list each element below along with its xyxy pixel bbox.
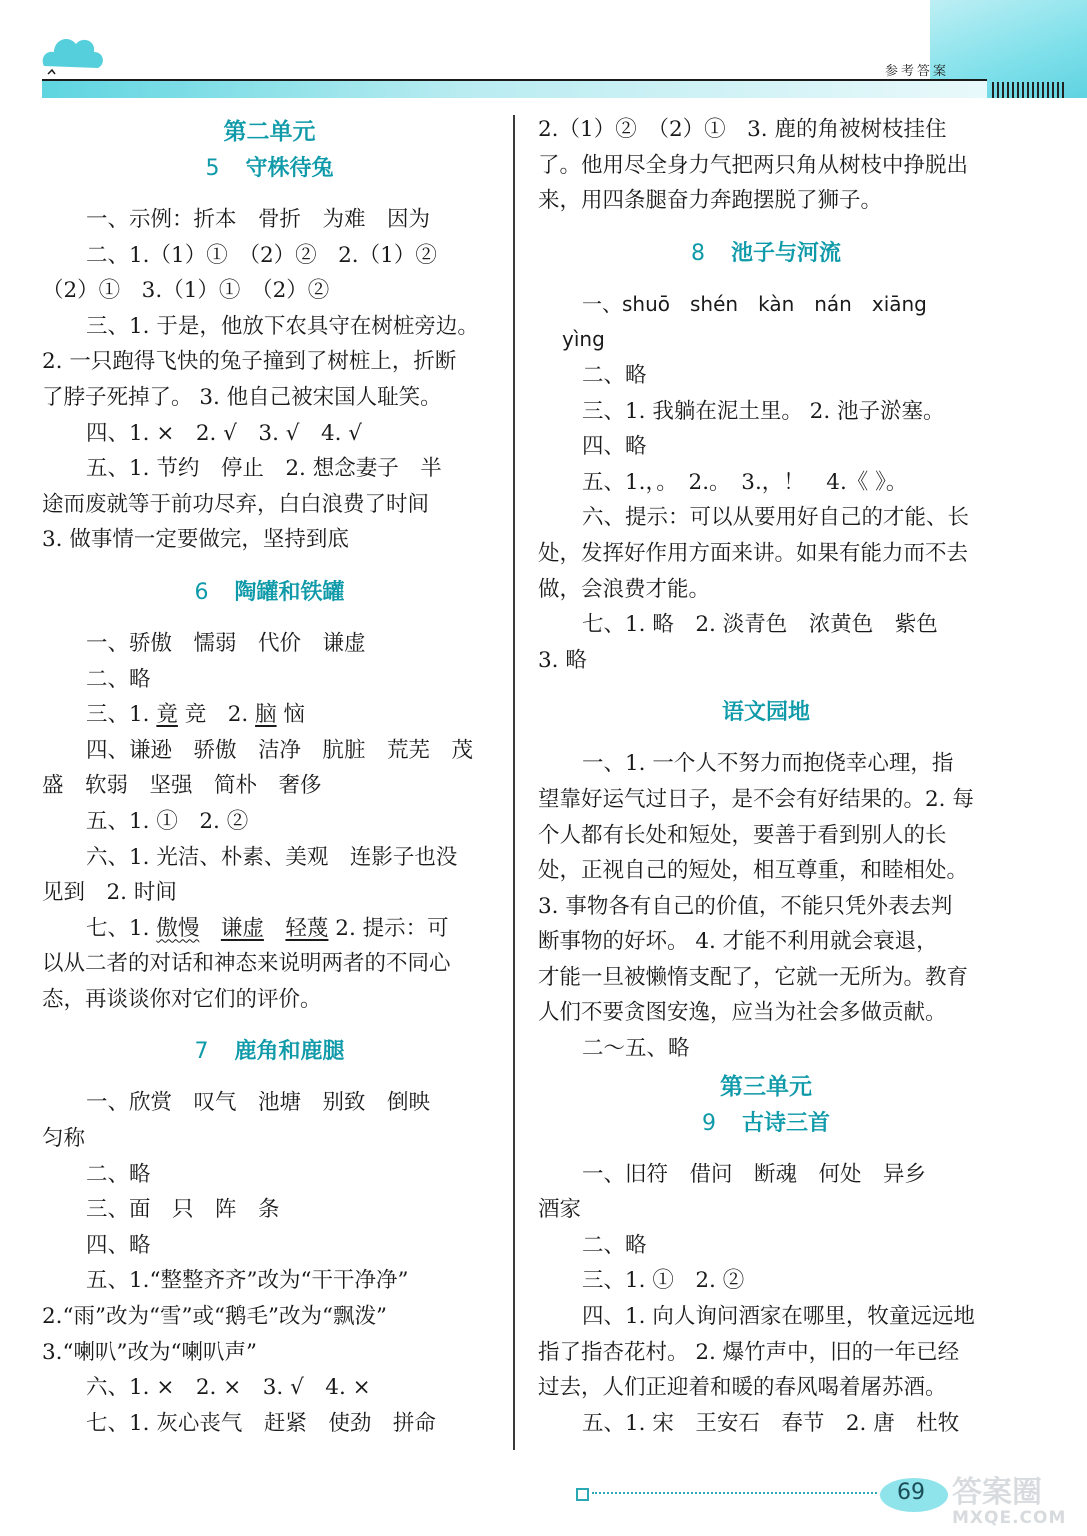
cloud-icon [38,28,108,78]
answer-line: 一、旧符 借问 断魂 何处 异乡 [582,1161,927,1187]
watermark-logo [952,1475,1072,1530]
lesson-heading [42,574,497,612]
unit-heading: 第二单元 [223,119,316,145]
answer-line: 二、1.（1）① （2）② 2.（1）② [86,242,437,268]
answer-line: 酒家 [538,1197,582,1223]
unit-heading: 第三单元 [720,1073,812,1100]
answer-line: 3. 做事情一定要做完，坚持到底 [42,527,349,553]
lesson-title: 陶罐和铁罐 [234,579,345,605]
answer-line: yìng [562,327,605,352]
header-rule [42,79,987,81]
lesson-heading [42,1033,497,1071]
answer-line: 二、略 [86,666,151,692]
lesson-number: 8 [690,240,705,266]
answer-line: 一、1. 一个人不努力而抱侥幸心理，指 [582,751,954,777]
section-heading: 语文园地 [721,700,810,726]
answer-line: 四、谦逊 骄傲 洁净 肮脏 荒芜 茂 [86,737,474,763]
lesson-number: 9 [701,1110,716,1136]
answer-line: 七、1. 灰心丧气 赶紧 使劲 拼命 [86,1410,436,1436]
answer-line: 3. 事物各有自己的价值，不能只凭外表去判 [538,893,953,919]
column-divider [513,115,515,1450]
answer-line: 盛 软弱 坚强 简朴 奢侈 [42,773,322,799]
underlined-char: 脑 [255,702,277,728]
answer-line: 四、1. 向人询问酒家在哪里，牧童远远地 [582,1304,975,1330]
lesson-number: 7 [194,1039,209,1065]
answer-line: 六、1. 光洁、朴素、美观 连影子也没 [86,844,458,870]
answer-line: 一、示例：折本 骨折 为难 因为 [86,207,431,232]
answer-line: 了。他用尽全身力气把两只角从树枝中挣脱出 [538,152,969,178]
dotted-underlined-word: 轻蔑 [285,915,329,941]
answer-line: 2.（1）② （2）① 3. 鹿的角被树枝挂住 [538,117,947,142]
page-number: 69 [897,1480,925,1505]
answer-line: 六、提示：可以从要用好自己的才能、长 [582,505,970,531]
answer-line: 四、略 [582,434,647,460]
answer-line: （2）① 3.（1）① （2）② [42,278,330,304]
watermark-top-text: 答案圈 [952,1475,1042,1510]
lesson-title: 守株待兔 [245,156,334,181]
answer-line: 五、1.，。 2.。 3.，！ 4.《 》。 [582,469,908,495]
answer-line: 二、略 [582,362,647,388]
underlined-word: 谦虚 [220,915,264,941]
lesson-number: 5 [205,156,220,181]
answer-line: 2.“雨”改为“雪”或“鹅毛”改为“飘泼” [42,1304,387,1330]
answer-line: 二～五、略 [582,1036,690,1062]
answer-line: 见到 2. 时间 [42,880,177,906]
footer-dotted-rule [592,1492,877,1494]
wavy-underlined-word: 傲慢 [156,915,200,941]
answer-line: 五、1. 宋 王安石 春节 2. 唐 杜牧 [582,1410,960,1436]
answer-line: 断事物的好坏。 4. 才能不利用就会衰退， [538,929,938,955]
answer-line: 才能一旦被懒惰支配了，它就一无所为。教育 [538,964,969,990]
lesson-title: 古诗三首 [741,1110,830,1136]
answer-line: 四、1. × 2. √ 3. √ 4. √ [86,420,363,446]
answer-line: 做，会浪费才能。 [538,576,711,602]
answer-line: 一、骄傲 懦弱 代价 谦虚 [86,630,366,656]
answer-line: 五、1.“整整齐齐”改为“干干净净” [86,1268,409,1294]
lesson-heading [42,150,497,188]
answer-line: 五、1. ① 2. ② [86,808,249,834]
answer-line: 望靠好运气过日子，是不会有好结果的。2. 每 [538,786,974,812]
answer-line: 处，正视自己的短处，相互尊重，和睦相处。 [538,858,969,884]
answer-line: 了脖子死掉了。 3. 他自己被宋国人耻笑。 [42,384,442,410]
answer-line: 处，发挥好作用方面来讲。如果有能力而不去 [538,540,969,566]
barcode-decoration [992,82,1070,98]
answer-line: 以从二者的对话和神态来说明两者的不同心 [42,951,451,977]
answer-line: 3. 略 [538,647,587,673]
answer-line: 指了指杏花村。 2. 爆竹声中，旧的一年已经 [538,1339,960,1365]
answer-line: 途而废就等于前功尽弃，白白浪费了时间 [42,491,430,517]
answer-line: 匀称 [42,1126,86,1152]
answer-line: 七、1. 傲慢 谦虚 轻蔑 2. 提示：可 [86,915,449,941]
lesson-title: 鹿角和鹿腿 [234,1039,345,1065]
lesson-heading [538,1105,994,1143]
answer-line: 态，再谈谈你对它们的评价。 [42,986,322,1012]
answer-line: 个人都有长处和短处，要善于看到别人的长 [538,822,947,848]
underlined-char: 竟 [156,702,178,728]
answer-line: 七、1. 略 2. 淡青色 浓黄色 紫色 [582,612,938,638]
answer-line: 人们不要贪图安逸，应当为社会多做贡献。 [538,1000,947,1026]
header-band [42,80,987,98]
right-column [538,112,994,1441]
lesson-heading [538,235,994,273]
answer-line: 2. 一只跑得飞快的兔子撞到了树桩上，折断 [42,349,457,375]
answer-line: 三、1. ① 2. ② [582,1268,745,1294]
answer-line: 一、欣赏 叹气 池塘 别致 倒映 [86,1090,431,1116]
watermark-bottom-text: MXQE.COM [952,1508,1067,1528]
answer-line: 三、1. 我躺在泥土里。 2. 池子淤塞。 [582,398,945,424]
answer-line: 3.“喇叭”改为“喇叭声” [42,1339,257,1365]
header-title: 参考答案 [885,64,950,79]
answer-line: 六、1. × 2. × 3. √ 4. × [86,1375,371,1401]
answer-line: 二、略 [582,1232,647,1258]
lesson-number: 6 [194,579,209,605]
answer-line: 三、1. 于是，他放下农具守在树桩旁边。 [86,313,479,339]
lesson-title: 池子与河流 [730,240,841,266]
answer-line: 四、略 [86,1232,151,1258]
answer-line: 过去，人们正迎着和暖的春风喝着屠苏酒。 [538,1375,947,1401]
footer-square-decoration [576,1488,589,1501]
answer-line: 来，用四条腿奋力奔跑摆脱了狮子。 [538,188,883,214]
answer-line: 一、shuō shén kàn nán xiāng [582,291,927,316]
answer-line: 五、1. 节约 停止 2. 想念妻子 半 [86,456,442,482]
answer-line: 二、略 [86,1161,151,1187]
left-column [42,112,497,1441]
answer-line: 三、面 只 阵 条 [86,1197,280,1223]
answer-line: 三、1. 竟 竞 2. 脑 恼 [86,702,305,728]
